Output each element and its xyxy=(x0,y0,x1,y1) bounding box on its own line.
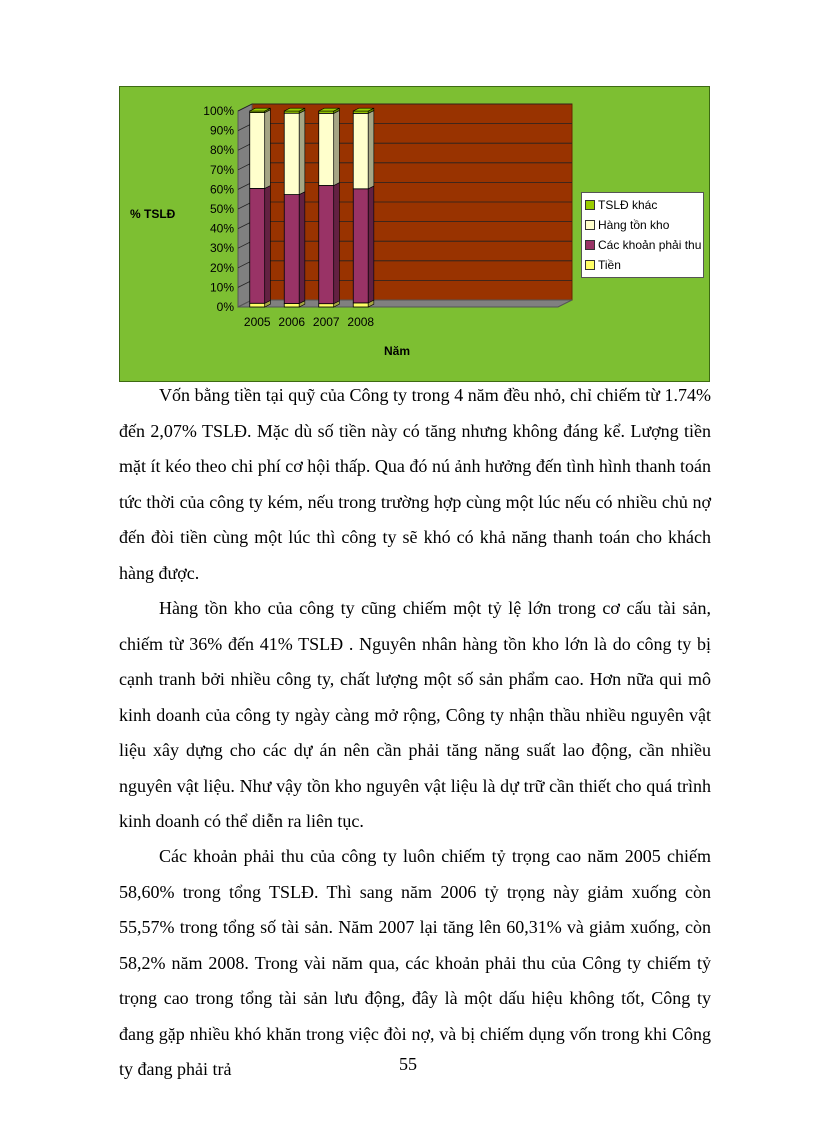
x-axis-ticks xyxy=(244,315,375,329)
x-tick-label: 2008 xyxy=(347,315,375,329)
y-tick-label: 10% xyxy=(209,280,234,295)
bar-segment-side xyxy=(265,110,271,189)
paragraph-cash: Vốn bằng tiền tại quỹ của Công ty trong 4 năm đều nhỏ, chỉ chiếm từ 1.74% đến 2,07% TSLĐ. Mặc dù số tiền này có tăng nhưng không đáng kể. Lượng tiền mặt ít kéo theo chi phí cơ hội thấp. Qua đó nú ảnh hưởng đến tình hình thanh toán tức thời của công ty kém, nếu trong trường hợp cùng một lúc nếu có nhiều chủ nợ đến đòi tiền cùng một lúc thì công ty sẽ khó có khả năng thanh toán cho khách hàng được. xyxy=(119,385,711,583)
bar-segment xyxy=(284,303,299,307)
legend-swatch xyxy=(585,220,595,230)
legend-item xyxy=(585,235,700,255)
legend-label: Tiền xyxy=(598,258,621,272)
bar-segment-side xyxy=(368,111,374,189)
legend-swatch xyxy=(585,200,595,210)
bar-segment xyxy=(353,303,368,307)
bar-segment xyxy=(250,303,265,307)
legend-item xyxy=(585,195,700,215)
x-tick-label: 2005 xyxy=(243,315,271,329)
legend-label: TSLĐ khác xyxy=(598,198,658,212)
bar-segment xyxy=(353,111,368,113)
legend-item xyxy=(585,255,700,275)
chart-container xyxy=(119,86,710,382)
legend-label: Các khoản phải thu xyxy=(598,238,702,252)
y-tick-label: 50% xyxy=(209,202,234,216)
bar-segment xyxy=(284,195,299,304)
page-number: 55 xyxy=(399,1054,417,1074)
x-axis-title: Năm xyxy=(384,344,411,358)
bar-segment xyxy=(319,113,334,185)
legend-item xyxy=(585,215,700,235)
legend-label: Hàng tồn kho xyxy=(598,218,670,232)
bar-segment xyxy=(319,111,334,113)
bar-segment-side xyxy=(299,110,305,194)
chart-legend xyxy=(581,192,704,278)
bar-segment xyxy=(353,189,368,303)
bar-segment xyxy=(250,188,265,303)
bar-segment xyxy=(284,113,299,194)
y-tick-label: 90% xyxy=(209,123,234,138)
bar-segment-side xyxy=(265,186,271,304)
bar-segment xyxy=(250,113,265,189)
bar-segment-side xyxy=(299,192,305,304)
y-axis-ticks xyxy=(203,104,234,314)
bar-segment xyxy=(319,185,334,303)
legend-swatch xyxy=(585,260,595,270)
legend-swatch xyxy=(585,240,595,250)
bar-segment xyxy=(353,113,368,188)
y-axis-title: % TSLĐ xyxy=(130,207,176,221)
bar-segment xyxy=(284,111,299,113)
bar-segment xyxy=(319,304,334,307)
x-tick-label: 2007 xyxy=(312,315,340,329)
y-tick-label: 70% xyxy=(209,162,234,177)
y-tick-label: 100% xyxy=(203,104,234,118)
y-tick-label: 30% xyxy=(209,241,234,256)
x-tick-label: 2006 xyxy=(278,315,306,329)
bar-segment-side xyxy=(334,111,340,186)
y-tick-label: 60% xyxy=(209,182,234,197)
paragraph-receivables: Các khoản phải thu của công ty luôn chiếm tỷ trọng cao năm 2005 chiếm 58,60% trong tổng TSLĐ. Thì sang năm 2006 tỷ trọng này giảm xuống còn 55,57% trong tổng số tài sản. Năm 2007 lại tăng lên 60,31% và giảm xuống, còn 58,2% năm 2008. Trong vài năm qua, các khoản phải thu của Công ty chiếm tỷ trọng cao trong tổng tài sản lưu động, đây là một dấu hiệu không tốt, Công ty đang gặp nhiều khó khăn trong việc đòi nợ, và bị chiếm dụng vốn trong khi Công ty đang phải trả xyxy=(119,846,711,1079)
y-tick-label: 20% xyxy=(209,260,234,275)
paragraph-inventory: Hàng tồn kho của công ty cũng chiếm một tỷ lệ lớn trong cơ cấu tài sản, chiếm từ 36% đến 41% TSLĐ . Nguyên nhân hàng tồn kho lớn là do công ty bị cạnh tranh bởi nhiều công ty, chất lượng một số sản phẩm cao. Hơn nữa qui mô kinh doanh của công ty ngày càng mở rộng, Công ty nhận thầu nhiều nguyên vật liệu xây dựng cho các dự án nên cần phải tăng năng suất lao động, cần nhiều nguyên vật liệu. Như vậy tồn kho nguyên vật liệu là dự trữ cần thiết cho quá trình kinh doanh có thể diễn ra liên tục. xyxy=(119,598,711,831)
bar-segment-side xyxy=(334,183,340,304)
y-tick-label: 40% xyxy=(209,221,234,236)
y-tick-label: 0% xyxy=(216,300,234,314)
y-tick-label: 80% xyxy=(209,143,234,158)
bar-segment-side xyxy=(368,186,374,303)
